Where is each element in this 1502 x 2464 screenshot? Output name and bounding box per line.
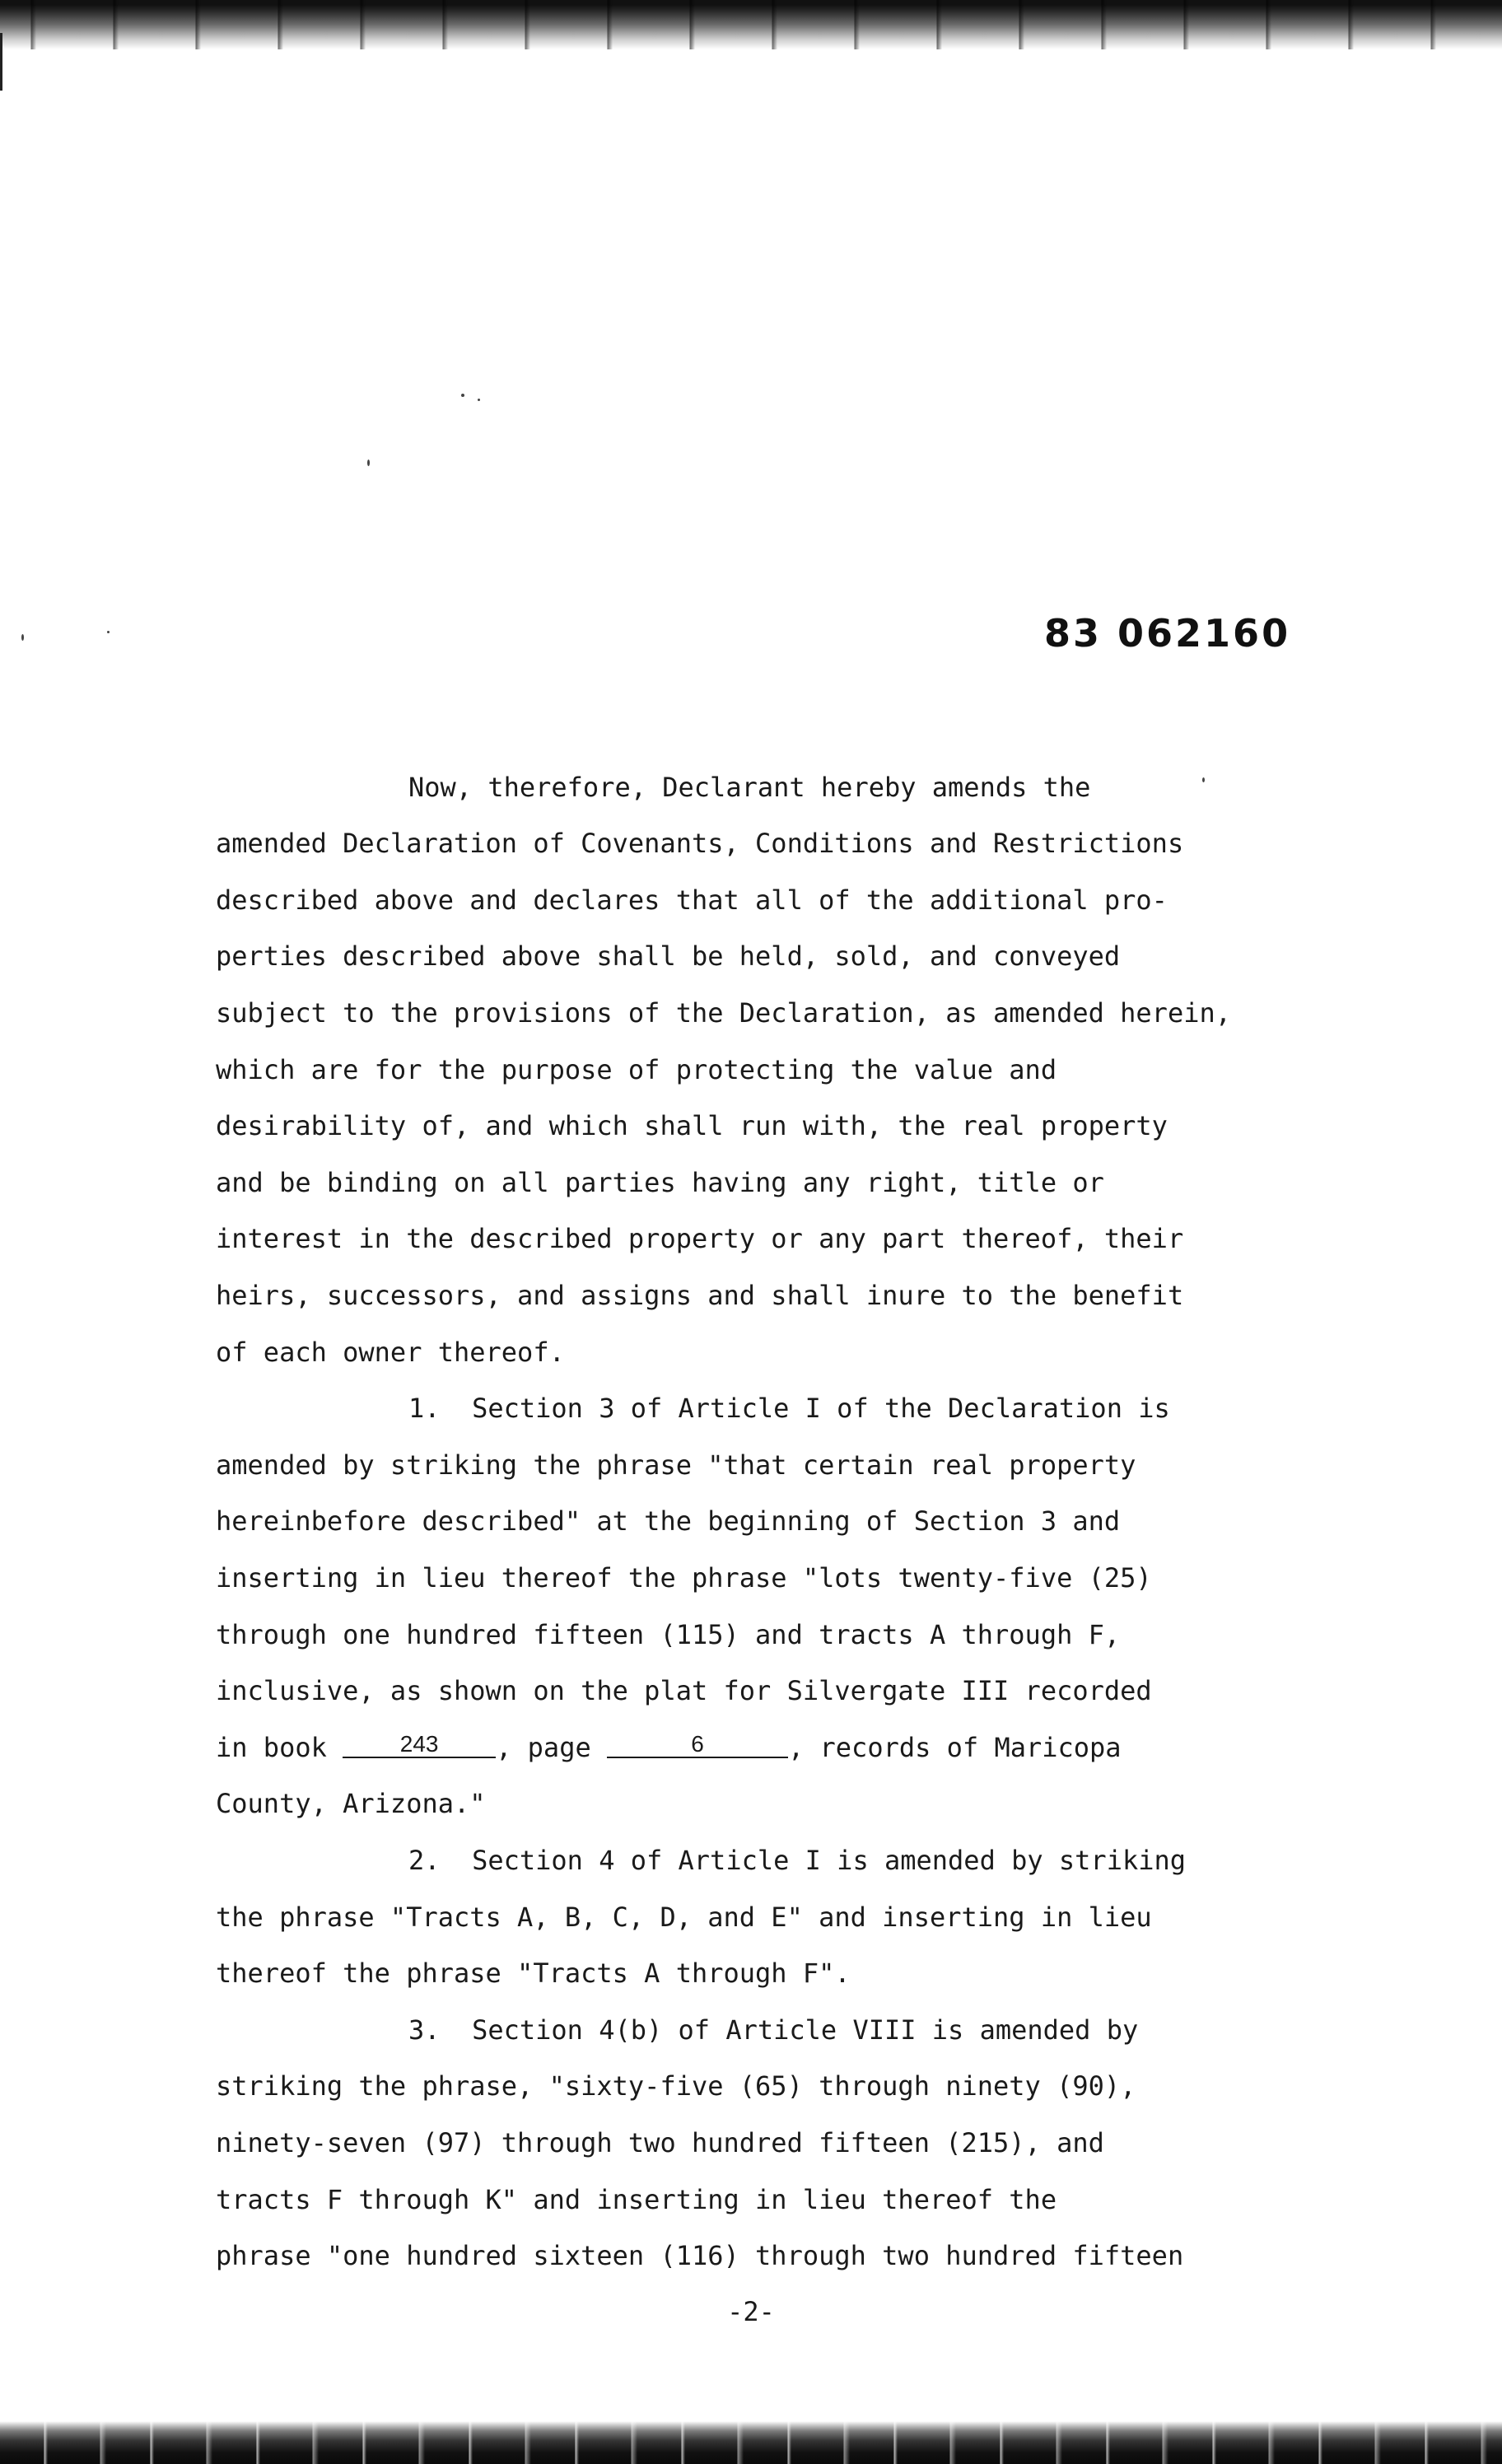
page-number: -2- [727, 2296, 775, 2327]
text-line: and be binding on all parties having any right, title or [216, 1167, 1104, 1198]
text-line: tracts F through K" and inserting in lieu thereof the [216, 2184, 1057, 2215]
scan-speck [107, 631, 110, 633]
text-line: 1. Section 3 of Article I of the Declaration is [408, 1393, 1170, 1424]
book-line-prefix: in book [216, 1732, 343, 1763]
scan-speck [478, 399, 480, 401]
text-line: hereinbefore described" at the beginning of Section 3 and [216, 1505, 1121, 1537]
text-line: amended by striking the phrase "that certain real property [216, 1449, 1136, 1481]
text-line: amended Declaration of Covenants, Conditions and Restrictions [216, 828, 1184, 859]
text-line: inclusive, as shown on the plat for Silvergate III recorded [216, 1675, 1152, 1706]
text-line: of each owner thereof. [216, 1337, 565, 1368]
text-line: striking the phrase, "sixty-five (65) through ninety (90), [216, 2070, 1136, 2102]
scan-artifact-top [0, 0, 1502, 49]
text-line: Now, therefore, Declarant hereby amends the [408, 772, 1091, 803]
recording-number: 83 062160 [1044, 611, 1291, 656]
scan-artifact-bottom [0, 2421, 1502, 2464]
text-line: 3. Section 4(b) of Article VIII is amended by [408, 2014, 1139, 2046]
text-line: desirability of, and which shall run with, the real property [216, 1110, 1168, 1141]
book-page-line [216, 1731, 1122, 1764]
scan-speck [21, 634, 24, 641]
text-line: inserting in lieu thereof the phrase "lots twenty-five (25) [216, 1562, 1152, 1594]
page-number-field: 6 [607, 1732, 788, 1758]
text-line: through one hundred fifteen (115) and tracts A through F, [216, 1619, 1121, 1650]
text-line: County, Arizona." [216, 1788, 486, 1819]
text-line: ninety-seven (97) through two hundred fifteen (215), and [216, 2127, 1104, 2158]
text-line: subject to the provisions of the Declaration, as amended herein, [216, 997, 1231, 1029]
text-line: described above and declares that all of the additional pro- [216, 884, 1168, 916]
book-line-middle: , page [496, 1732, 607, 1763]
scan-speck [461, 394, 464, 397]
scan-speck [1202, 777, 1205, 782]
scan-artifact-edge [0, 33, 2, 91]
text-line: thereof the phrase "Tracts A through F". [216, 1958, 851, 1989]
text-line: phrase "one hundred sixteen (116) through two hundred fifteen [216, 2240, 1184, 2271]
book-line-suffix: , records of Maricopa [787, 1732, 1122, 1763]
book-number-field: 243 [343, 1732, 496, 1758]
text-line: heirs, successors, and assigns and shall inure to the benefit [216, 1280, 1184, 1311]
text-line: which are for the purpose of protecting the value and [216, 1054, 1057, 1085]
text-line: the phrase "Tracts A, B, C, D, and E" and inserting in lieu [216, 1902, 1152, 1933]
text-line: interest in the described property or any part thereof, their [216, 1223, 1184, 1254]
text-line: 2. Section 4 of Article I is amended by striking [408, 1845, 1187, 1876]
scan-speck [367, 460, 370, 466]
text-line: perties described above shall be held, sold, and conveyed [216, 940, 1121, 972]
